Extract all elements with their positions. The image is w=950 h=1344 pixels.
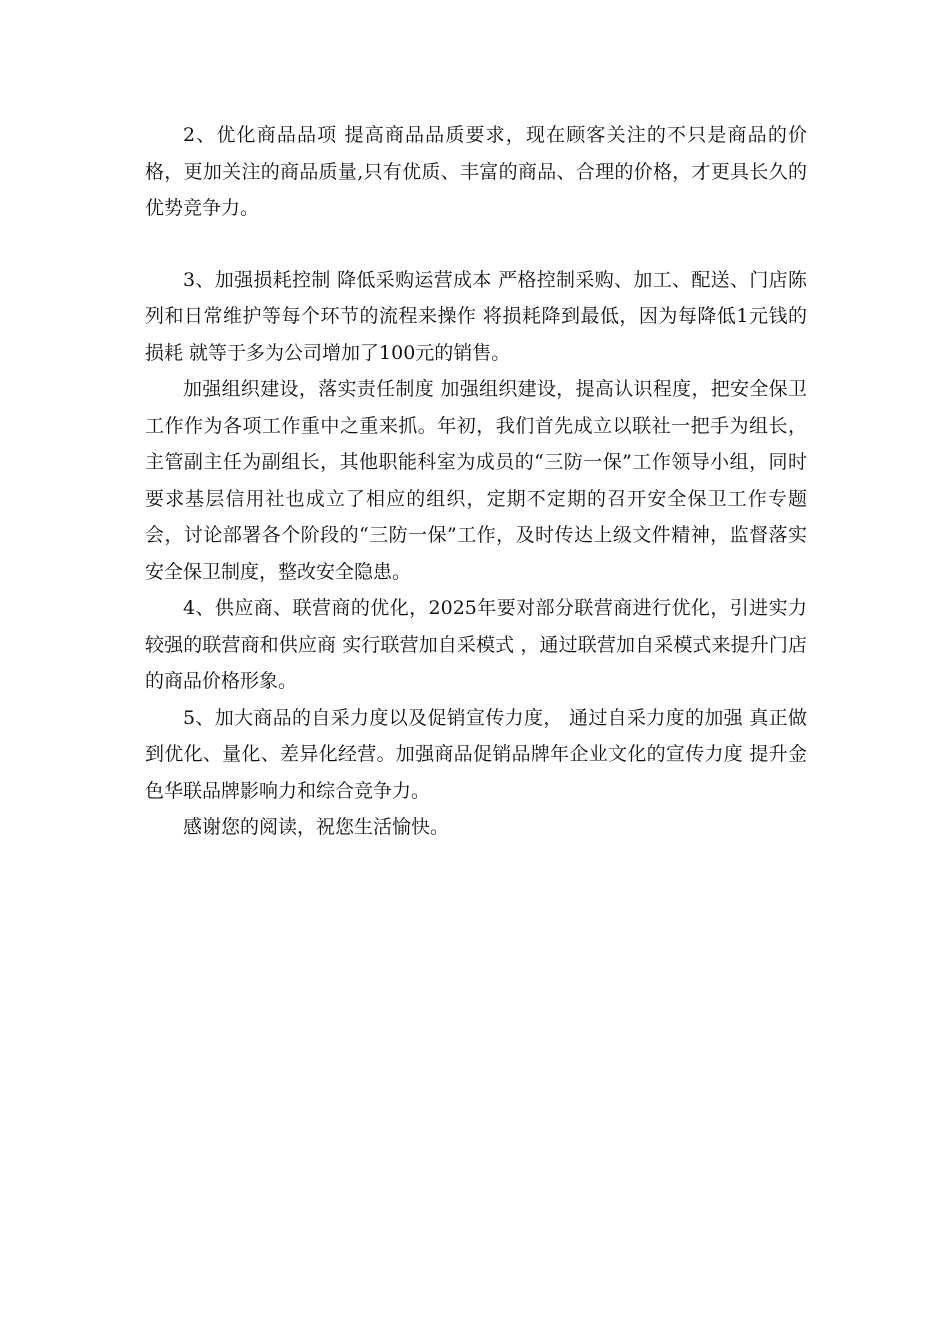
paragraph-closing: 感谢您的阅读，祝您生活愉快。 — [183, 816, 450, 838]
paragraph-organization: 加强组织建设，落实责任制度 加强组织建设，提高认识程度，把安全保卫工作作为各项工作重中之重来抓。年初，我们首先成立以联社一把手为组长，主管副主任为副组长，其他职能科室为成员的“三防一保”工作领导小组，同时要求基层信用社也成立了相应的组织，定期不定期的召开安全保卫工作专题会，讨论部署各个阶段的“三防一保”工作，及时传达上级文件精神，监督落实安全保卫制度，整改安全隐患。 — [145, 378, 807, 583]
document-body — [145, 117, 807, 846]
paragraph-loss-control: 3、加强损耗控制 降低采购运营成本 严格控制采购、加工、配送、门店陈列和日常维护等每个环节的流程来操作 将损耗降到最低，因为每降低1元钱的损耗 就等于多为公司增加了100元的销售。 — [145, 268, 807, 364]
paragraph-spacer — [145, 227, 807, 262]
paragraph-suppliers: 4、供应商、联营商的优化，2025年要对部分联营商进行优化，引进实力较强的联营商和供应商 实行联营加自采模式 ，通过联营加自采模式来提升门店的商品价格形象。 — [145, 597, 807, 692]
paragraph-promotion: 5、加大商品的自采力度以及促销宣传力度， 通过自采力度的加强 真正做到优化、量化、差异化经营。加强商品促销品牌年企业文化的宣传力度 提升金色华联品牌影响力和综合竞争力。 — [145, 706, 807, 802]
paragraph-optimize-products: 2、优化商品品项 提高商品品质要求，现在顾客关注的不只是商品的价格，更加关注的商品质量,只有优质、丰富的商品、合理的价格，才更具长久的优势竞争力。 — [145, 124, 807, 219]
